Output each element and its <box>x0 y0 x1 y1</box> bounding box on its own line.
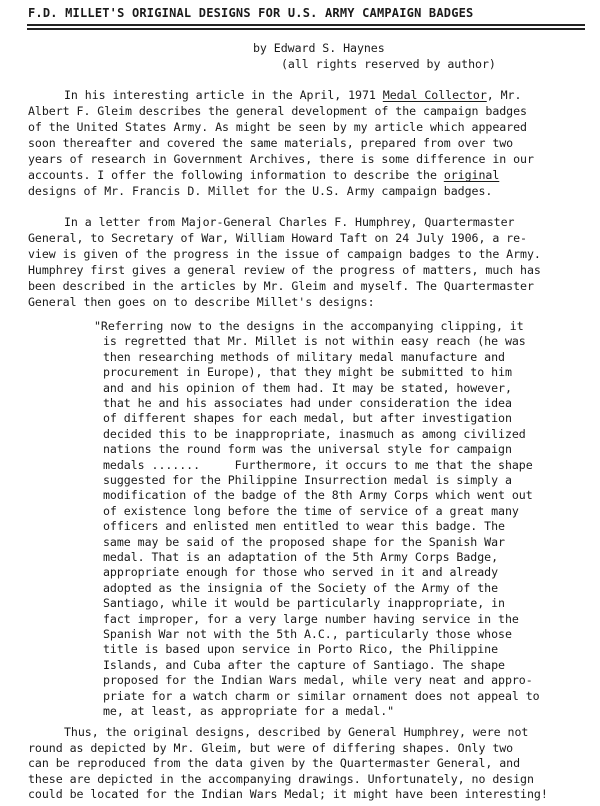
quote-line: medals ....... Furthermore, it occurs to me that the shape <box>103 457 533 472</box>
rights-notice: (all rights reserved by author) <box>281 57 496 71</box>
paragraph-3-line: Thus, the original designs, described by General Humphrey, were not <box>64 725 529 740</box>
quote-line: then researching methods of military medal manufacture and <box>103 349 505 364</box>
quote-line: nations the round form was the universal style for campaign <box>103 442 512 457</box>
paragraph-1-line-2: Albert F. Gleim describes the general development of the campaign badges <box>28 104 527 118</box>
quote-line: priate for a watch charm or similar ornament does not appeal to <box>103 688 540 703</box>
paragraph-1-line-6: accounts. I offer the following information to describe the original <box>28 168 500 182</box>
quote-line: modification of the badge of the 8th Army Corps which went out <box>103 488 533 503</box>
publication-title: Medal Collector <box>382 88 487 102</box>
paragraph-3-line: round as depicted by Mr. Gleim, but were of differing shapes. Only two <box>28 740 514 755</box>
title-rule-top <box>27 24 585 26</box>
paragraph-2-line: been described in the articles by Mr. Gleim and myself. The Quartermaster <box>28 279 534 293</box>
quote-line: and and his opinion of them had. It may be stated, however, <box>103 380 512 395</box>
quote-line: adopted as the insignia of the Society of the Army of the <box>103 580 499 595</box>
quote-line: me, at least, as appropriate for a medal." <box>103 704 395 718</box>
quote-line: same may be said of the proposed shape for the Spanish War <box>103 534 505 549</box>
quote-line: that he and his associates had under consideration the idea <box>103 396 512 410</box>
quote-line: Spanish War not with the 5th A.C., particularly those whose <box>103 627 512 641</box>
paragraph-3-line: can be reproduced from the data given by the Quartermaster General, and <box>28 756 521 771</box>
quote-line: fact improper, for a very large number having service in the <box>103 611 519 626</box>
quote-line: appropriate enough for those who served in it and already <box>103 565 499 580</box>
quote-line: Santiago, while it would be particularly inappropriate, in <box>103 596 505 611</box>
quote-line: procurement in Europe), that they might be submitted to him <box>103 365 512 380</box>
quote-line: proposed for the Indian Wars medal, while very neat and appro- <box>103 673 533 688</box>
article-title: F.D. MILLET'S ORIGINAL DESIGNS FOR U.S. ARMY CAMPAIGN BADGES <box>28 6 474 20</box>
paragraph-3-line: these are depicted in the accompanying drawings. Unfortunately, no design <box>28 771 534 786</box>
paragraph-1-line-5: years of research in Government Archives, there is some difference in our <box>28 152 534 166</box>
byline: by Edward S. Haynes <box>253 41 385 55</box>
quote-line: of existence long before the time of service of a great many <box>103 503 519 518</box>
paragraph-2-line: General, to Secretary of War, William Howard Taft on 24 July 1906, a re- <box>28 231 527 245</box>
quote-line: "Referring now to the designs in the accompanying clipping, it <box>94 319 524 333</box>
quote-line: title is based upon service in Porto Rico, the Philippine <box>103 642 499 657</box>
quote-line: medal. That is an adaptation of the 5th Army Corps Badge, <box>103 550 499 564</box>
paragraph-1-line-1: In his interesting article in the April, 1971 Medal Collector, Mr. <box>64 88 522 102</box>
quote-line: is regretted that Mr. Millet is not within easy reach (he was <box>103 334 526 349</box>
quote-line: of different shapes for each medal, but after investigation <box>103 411 512 426</box>
paragraph-1-line-4: soon thereafter and covered the same materials, prepared from over two <box>28 136 514 150</box>
quote-line: officers and enlisted men entitled to wear this badge. The <box>103 519 505 534</box>
quote-line: suggested for the Philippine Insurrection medal is simply a <box>103 473 512 487</box>
quote-line: decided this to be inappropriate, inasmuch as among civilized <box>103 426 526 441</box>
paragraph-2-line: view is given of the progress in the issue of campaign badges to the Army. <box>28 247 541 261</box>
paragraph-1-line-3: of the United States Army. As might be seen by my article which appeared <box>28 120 527 134</box>
quote-line: Islands, and Cuba after the capture of Santiago. The shape <box>103 657 505 672</box>
emphasis-original: original <box>443 168 500 182</box>
paragraph-2-line: In a letter from Major-General Charles F. Humphrey, Quartermaster <box>64 215 515 229</box>
paragraph-3-line: could be located for the Indian Wars Medal; it might have been interesting! <box>28 787 548 801</box>
paragraph-1-line-7: designs of Mr. Francis D. Millet for the U.S. Army campaign badges. <box>28 184 493 198</box>
paragraph-2-line: General then goes on to describe Millet's designs: <box>28 295 375 309</box>
paragraph-2-line: Humphrey first gives a general review of the progress of matters, much has <box>28 263 541 277</box>
title-rule-bottom <box>27 28 585 30</box>
